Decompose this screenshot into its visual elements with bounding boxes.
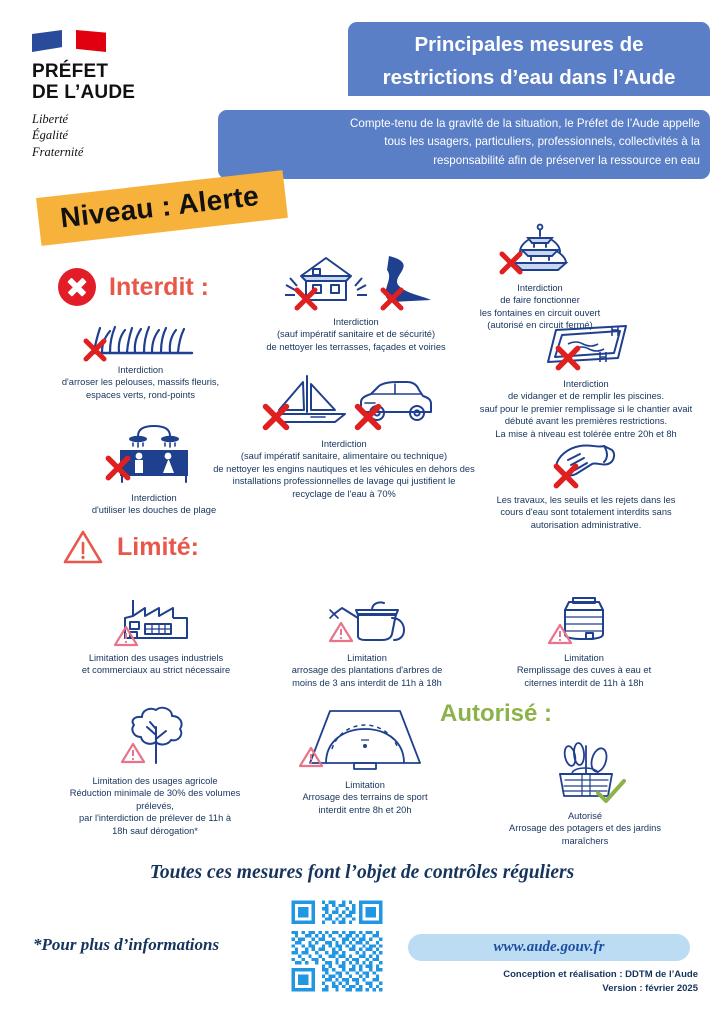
warning-triangle-icon: [547, 622, 573, 646]
item-caption: Limitation Arrosage des terrains de sport interdit entre 8h et 20h: [302, 780, 428, 815]
header-subtitle: [218, 110, 710, 179]
header-subtitle-line2: tous les usagers, particuliers, professionnels, collectivités à la: [384, 135, 700, 149]
item-caption: Interdiction (sauf impératif sanitaire et de sécurité) de nettoyer les terrasses, façades et voiries: [266, 317, 446, 352]
section-label-autorise: Autorisé :: [440, 700, 553, 727]
boat-car-icon: [249, 372, 439, 435]
alert-level-banner: Niveau : Alerte: [36, 170, 287, 246]
list-item: [468, 596, 700, 689]
green-check-icon: [594, 778, 628, 806]
warning-triangle-icon: [62, 528, 104, 566]
list-item: [432, 222, 648, 332]
list-item: [40, 596, 272, 677]
section-label-limite: Limité:: [117, 532, 199, 561]
list-item: [478, 440, 694, 531]
warning-triangle-icon: [328, 620, 354, 644]
credit-line-2: Version : février 2025: [602, 982, 698, 994]
list-item: [462, 322, 710, 440]
item-caption: Limitation des usages agricole Réduction minimale de 30% des volumes prélevés, par l'interdiction de prélever de 11h à 18h sauf dérogation*: [69, 776, 241, 836]
water-tank-icon: [553, 596, 615, 649]
header-banner: [348, 22, 710, 167]
credit-line-1: Conception et réalisation : DDTM de l’Aude: [503, 969, 698, 980]
handshake-icon: [546, 440, 626, 491]
vegetable-basket-icon: [542, 740, 628, 807]
warning-triangle-icon: [120, 741, 146, 765]
grass-icon: [86, 322, 196, 361]
prefecture-branding: [32, 28, 182, 160]
header-title-line2: restrictions d’eau dans l’Aude: [348, 59, 710, 96]
tree-icon: [116, 705, 194, 772]
item-caption: Limitation arrosage des plantations d'arbres de moins de 3 ans interdit de 11h à 18h: [291, 653, 443, 688]
list-item: [470, 740, 700, 847]
factory-icon: [115, 596, 197, 649]
prefecture-name: PRÉFET DE L’AUDE: [32, 61, 136, 104]
section-label-interdit: Interdit :: [109, 272, 209, 301]
watering-can-icon: [324, 596, 410, 649]
warning-triangle-icon: [298, 745, 324, 769]
list-item: [36, 705, 274, 837]
qr-code-icon[interactable]: [288, 897, 386, 995]
item-caption: Interdiction d'arroser les pelouses, massifs fleuris, espaces verts, rond-points: [61, 365, 220, 400]
fountain-icon: [500, 222, 580, 279]
item-caption: Interdiction de vidanger et de remplir les piscines. sauf pour le premier remplissage si le chantier avait débuté avant les premières restrictions. La mise à niveau est tolérée entre 20h et 8h: [479, 379, 693, 439]
item-caption: Les travaux, les seuils et les rejets dans les cours d'eau sont totalement interdits sans autorisation administrative.: [496, 495, 676, 530]
republic-motto: Liberté Égalité Fraternité: [32, 111, 84, 159]
section-header-interdit: [58, 268, 209, 306]
beach-shower-icon: [108, 422, 200, 489]
list-item: [48, 422, 260, 517]
list-item: [252, 596, 482, 689]
french-flag-icon: [32, 28, 120, 54]
item-caption: Limitation des usages industriels et commerciaux au strict nécessaire: [81, 653, 231, 676]
section-header-autorise: [440, 700, 552, 728]
footer-tagline: Toutes ces mesures font l’objet de contrôles réguliers: [149, 862, 575, 883]
red-cross-circle-icon: [58, 268, 96, 306]
house-road-icon: [271, 250, 441, 313]
header-subtitle-line3: responsabilité afin de préserver la ressource en eau: [433, 153, 700, 167]
swimming-pool-icon: [534, 322, 638, 375]
item-caption: Interdiction (sauf impératif sanitaire, alimentaire ou technique) de nettoyer les engins nautiques et les véhicules en dehors des installations professionnelles de lavage qui justifient le recyclage de l'eau à 70%: [213, 439, 475, 499]
more-info-label: *Pour plus d’informations: [33, 935, 220, 954]
section-header-limite: [62, 528, 199, 566]
header-subtitle-line1: Compte-tenu de la gravité de la situation, le Préfet de l’Aude appelle: [350, 117, 700, 130]
item-caption: Interdiction d'utiliser les douches de plage: [91, 493, 217, 516]
website-url: www.aude.gouv.fr: [493, 939, 605, 955]
item-caption: Limitation Remplissage des cuves à eau et citernes interdit de 11h à 18h: [516, 653, 652, 688]
item-caption: Autorisé Arrosage des potagers et des jardins maraîchers: [509, 811, 661, 846]
website-link[interactable]: [408, 934, 690, 961]
header-title-line1: Principales mesures de: [348, 22, 710, 59]
credits: [503, 968, 698, 996]
warning-triangle-icon: [113, 624, 139, 648]
item-caption: Interdiction de faire fonctionner les fontaines en circuit ouvert (autorisé en circuit fermé): [479, 283, 601, 331]
sports-field-icon: [304, 705, 426, 776]
